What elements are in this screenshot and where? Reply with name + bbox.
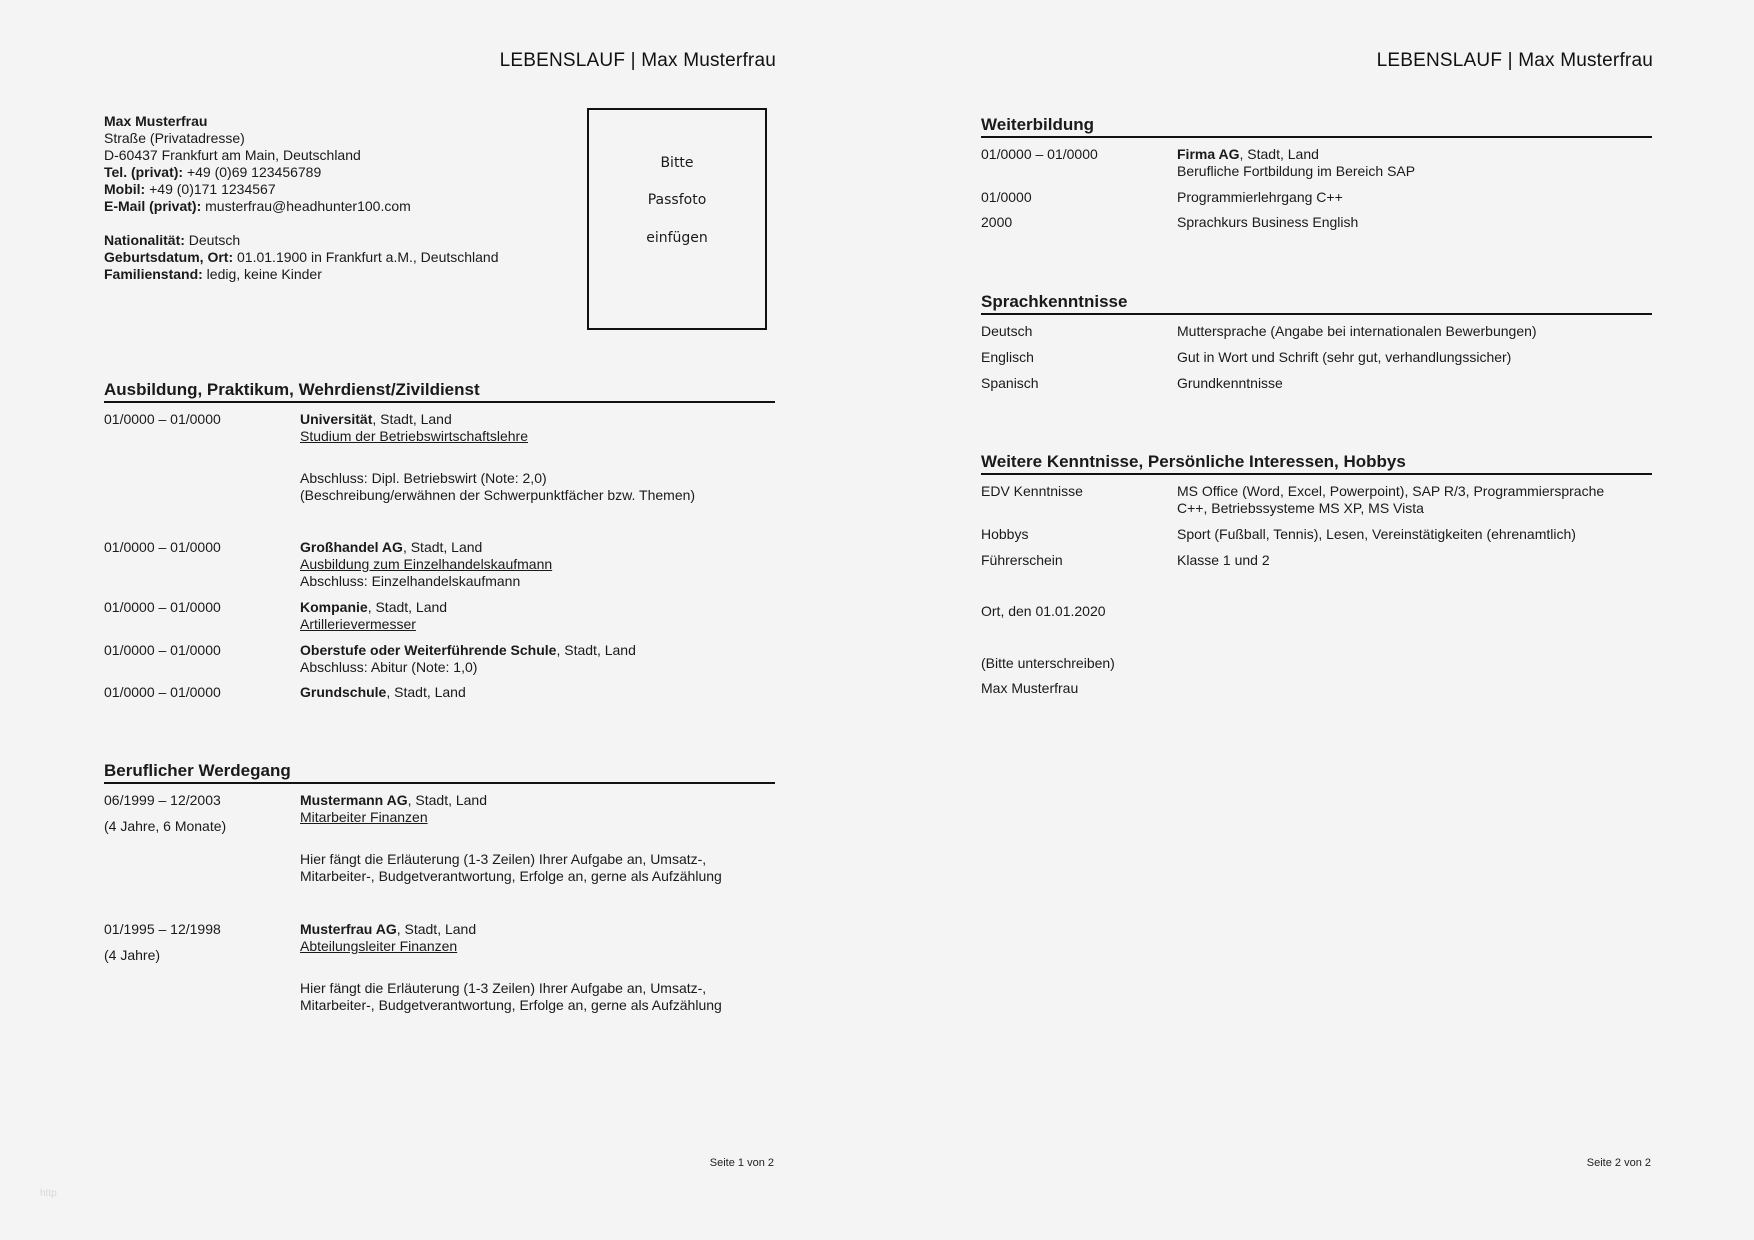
language-name: Deutsch (981, 323, 1033, 339)
entry-org: Musterfrau AG (300, 921, 397, 937)
language-level: Grundkenntnisse (1177, 375, 1283, 391)
page-footer: Seite 2 von 2 (1586, 1157, 1651, 1169)
entry-date: 01/1995 – 12/1998 (104, 921, 221, 937)
entry-org: Universität (300, 411, 373, 427)
entry-role: Ausbildung zum Einzelhandelskaufmann (300, 556, 553, 572)
watermark: http (40, 1188, 57, 1199)
entry-detail: Berufliche Fortbildung im Bereich SAP (1177, 163, 1416, 179)
section-title-skills: Weitere Kenntnisse, Persönliche Interessen, Hobbys (981, 452, 1652, 475)
entry-description: Mitarbeiter-, Budgetverantwortung, Erfolge an, gerne als Aufzählung (300, 868, 722, 884)
language-name: Englisch (981, 349, 1034, 365)
entry-role: Abteilungsleiter Finanzen (300, 938, 458, 954)
personal-details (104, 113, 499, 283)
cv-page-2: LEBENSLAUF | Max Musterfrau Weiterbildung 01/0000 – 01/0000 Firma AG, Stadt, Land Berufliche Fortbildung im Bereich SAP 01/0000 Programmierlehrgang C++ 2000 Sprachkurs Business English Sprachkenntnisse Deutsch Muttersprache (Angabe bei internationalen Bewerbungen) Englisch Gut in Wort und Schrift (sehr gut, verhandlungssicher) Spanisch Grundkenntnisse Weitere Kenntnisse, Persönliche Interessen, Hobbys EDV Kenntnisse MS Office (Word, Excel, Powerpoint), SAP R/3, Programmiersprache C++, Betriebssysteme MS XP, MS Vista Hobbys Sport (Fußball, Tennis), Lesen, Vereinstätigkeiten (ehrenamtlich) Führerschein Klasse 1 und 2 Ort, den 01.01.2020 (Bitte unterschreiben) Max Musterfrau Seite 2 von 2 (981, 50, 1653, 1169)
entry-role: Mitarbeiter Finanzen (300, 809, 428, 825)
skill-label: EDV Kenntnisse (981, 483, 1083, 499)
language-level: Muttersprache (Angabe bei internationalen Bewerbungen) (1177, 323, 1537, 339)
entry-org: Firma AG (1177, 146, 1240, 162)
birth-line: Geburtsdatum, Ort: 01.01.1900 in Frankfurt a.M., Deutschland (104, 249, 499, 265)
photo-text-3: einfügen (646, 230, 708, 246)
signature-hint: (Bitte unterschreiben) (981, 655, 1115, 671)
photo-text-1: Bitte (660, 155, 694, 171)
skill-detail: C++, Betriebssysteme MS XP, MS Vista (1177, 500, 1424, 516)
entry-description: Hier fängt die Erläuterung (1-3 Zeilen) Ihrer Aufgabe an, Umsatz-, (300, 851, 707, 867)
page-header: LEBENSLAUF | Max Musterfrau (1376, 50, 1653, 71)
entry-description: Mitarbeiter-, Budgetverantwortung, Erfolge an, gerne als Aufzählung (300, 997, 722, 1013)
photo-placeholder (587, 108, 767, 330)
entry-detail: Abschluss: Dipl. Betriebswirt (Note: 2,0) (300, 470, 547, 486)
entry-date: 06/1999 – 12/2003 (104, 792, 221, 808)
nationality-line: Nationalität: Deutsch (104, 232, 241, 248)
entry-duration: (4 Jahre, 6 Monate) (104, 818, 227, 834)
skill-detail: MS Office (Word, Excel, Powerpoint), SAP R/3, Programmiersprache (1177, 483, 1605, 499)
applicant-name: Max Musterfrau (104, 113, 208, 129)
skill-label: Führerschein (981, 552, 1063, 568)
entry-date: 01/0000 – 01/0000 (104, 599, 221, 615)
street-address: Straße (Privatadresse) (104, 130, 245, 146)
entry-detail: (Beschreibung/erwähnen der Schwerpunktfächer bzw. Themen) (300, 487, 696, 503)
language-level: Gut in Wort und Schrift (sehr gut, verhandlungssicher) (1177, 349, 1512, 365)
section-title-career: Beruflicher Werdegang (104, 761, 775, 784)
skill-detail: Klasse 1 und 2 (1177, 552, 1270, 568)
entry-date: 01/0000 – 01/0000 (981, 146, 1098, 162)
place-date: Ort, den 01.01.2020 (981, 603, 1106, 619)
email-line: E-Mail (privat): musterfrau@headhunter100.com (104, 198, 411, 214)
entry-detail: Programmierlehrgang C++ (1177, 189, 1343, 205)
section-title-further-education: Weiterbildung (981, 115, 1652, 138)
entry-date: 2000 (981, 214, 1013, 230)
entry-org: Kompanie (300, 599, 368, 615)
entry-org: Mustermann AG (300, 792, 408, 808)
entry-role: Studium der Betriebswirtschaftslehre (300, 428, 528, 444)
entry-date: 01/0000 – 01/0000 (104, 411, 221, 427)
entry-detail: Abschluss: Einzelhandelskaufmann (300, 573, 521, 589)
city-address: D-60437 Frankfurt am Main, Deutschland (104, 147, 361, 163)
phone-line: Tel. (privat): +49 (0)69 123456789 (104, 164, 322, 180)
section-title-education: Ausbildung, Praktikum, Wehrdienst/Zivildienst (104, 380, 775, 403)
mobile-line: Mobil: +49 (0)171 1234567 (104, 181, 276, 197)
cv-page-1: LEBENSLAUF | Max Musterfrau Max Musterfrau Straße (Privatadresse) D-60437 Frankfurt am Main, Deutschland Tel. (privat): +49 (0)69 123456789 Mobil: +49 (0)171 1234567 E-Mail (privat): musterfrau@headhunter100.com Nationalität: Deutsch Geburtsdatum, Ort: 01.01.1900 in Frankfurt a.M., Deutschland Familienstand: ledig, keine Kinder Bitte Passfoto einfügen Ausbildung, Praktikum, Wehrdienst/Zivildienst 01/0000 – 01/0000 Universität, Stadt, Land Studium der Betriebswirtschaftslehre Abschluss: Dipl. Betriebswirt (Note: 2,0) (Beschreibung/erwähnen der Schwerpunktfächer bzw. Themen) 01/0000 – 01/0000 Großhandel AG, Stadt, Land Ausbildung zum Einzelhandelskaufmann Abschluss: Einzelhandelskaufmann 01/0000 – 01/0000 Kompanie, Stadt, Land Artillerievermesser 01/0000 – 01/0000 Oberstufe oder Weiterführende Schule, Stadt, Land Abschluss: Abitur (Note: 1,0) 01/0000 – 01/0000 Grundschule, Stadt, Land Beruflicher Werdegang 06/1999 – 12/2003 (4 Jahre, 6 Monate) Mustermann AG, Stadt, Land Mitarbeiter Finanzen Hier fängt die Erläuterung (1-3 Zeilen) Ihrer Aufgabe an, Umsatz-, Mitarbeiter-, Budgetverantwortung, Erfolge an, gerne als Aufzählung 01/1995 – 12/1998 (4 Jahre) Musterfrau AG, Stadt, Land Abteilungsleiter Finanzen Hier fängt die Erläuterung (1-3 Zeilen) Ihrer Aufgabe an, Umsatz-, Mitarbeiter-, Budgetverantwortung, Erfolge an, gerne als Aufzählung Seite 1 von 2 http (40, 50, 776, 1199)
entry-description: Hier fängt die Erläuterung (1-3 Zeilen) Ihrer Aufgabe an, Umsatz-, (300, 980, 707, 996)
page-footer: Seite 1 von 2 (709, 1157, 774, 1169)
entry-date: 01/0000 – 01/0000 (104, 539, 221, 555)
entry-duration: (4 Jahre) (104, 947, 161, 963)
skill-detail: Sport (Fußball, Tennis), Lesen, Vereinstätigkeiten (ehrenamtlich) (1177, 526, 1576, 542)
entry-org: Grundschule (300, 684, 387, 700)
entry-org: Großhandel AG (300, 539, 403, 555)
language-name: Spanisch (981, 375, 1039, 391)
section-title-languages: Sprachkenntnisse (981, 292, 1652, 315)
skill-label: Hobbys (981, 526, 1029, 542)
entry-detail: Abschluss: Abitur (Note: 1,0) (300, 659, 478, 675)
entry-date: 01/0000 – 01/0000 (104, 642, 221, 658)
family-status-line: Familienstand: ledig, keine Kinder (104, 266, 322, 282)
page-header: LEBENSLAUF | Max Musterfrau (499, 50, 776, 71)
entry-role: Artillerievermesser (300, 616, 416, 632)
entry-detail: Sprachkurs Business English (1177, 214, 1359, 230)
signature-name: Max Musterfrau (981, 680, 1079, 696)
entry-org: Oberstufe oder Weiterführende Schule (300, 642, 557, 658)
photo-text-2: Passfoto (647, 192, 707, 208)
entry-date: 01/0000 (981, 189, 1032, 205)
entry-date: 01/0000 – 01/0000 (104, 684, 221, 700)
